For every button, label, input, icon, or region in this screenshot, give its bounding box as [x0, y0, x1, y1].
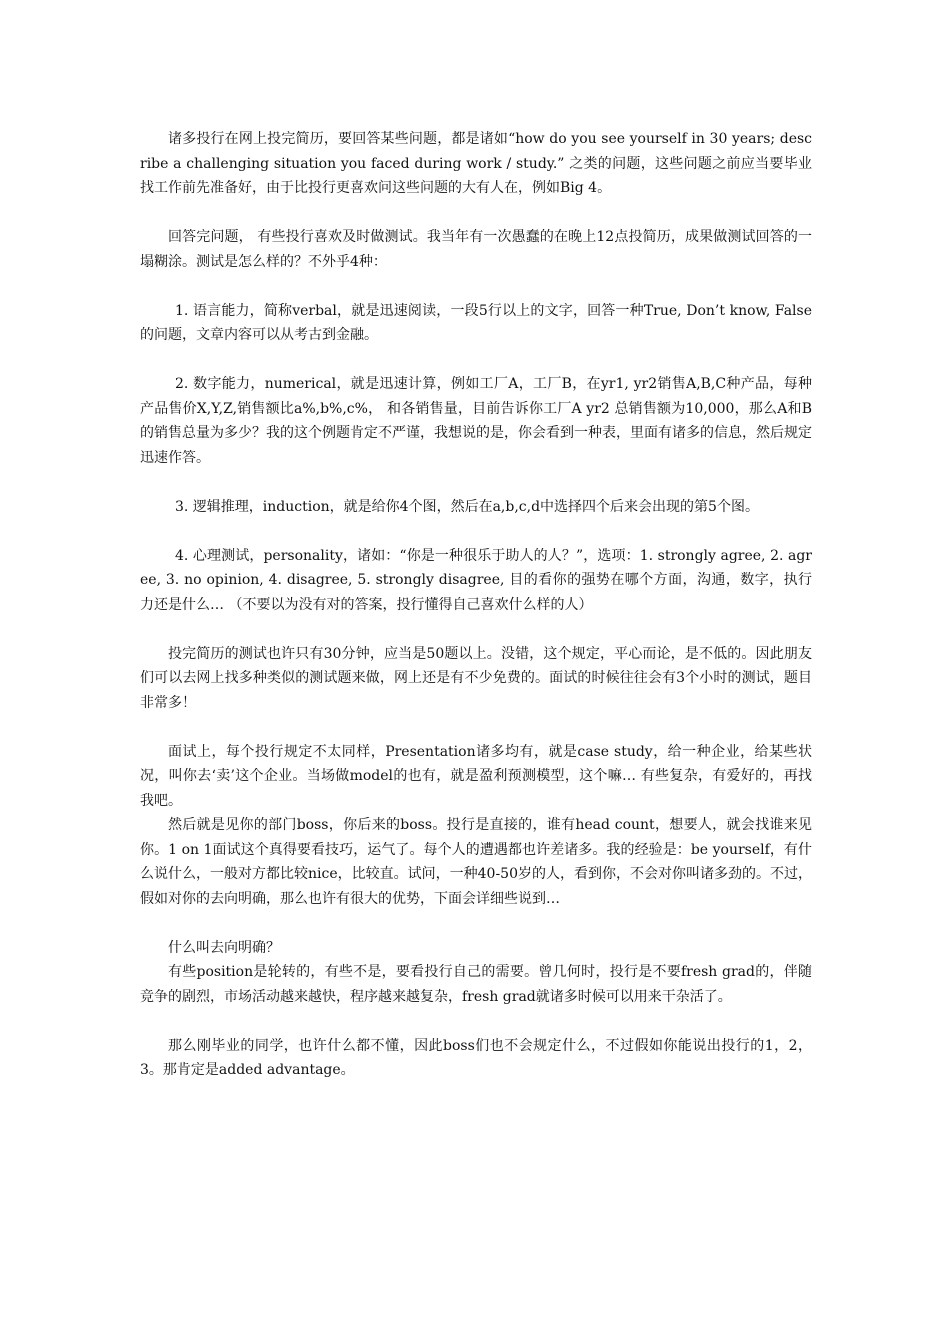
paragraph-interview: 面试上，每个投行规定不太同样，Presentation诸多均有，就是case study，给一种企业，给某些状况，叫你去‘卖’这个企业。当场做model的也有，就是盈利预测模型，这个嘛… 有些复杂，有爱好的，再找我吧。 — [140, 743, 812, 809]
list-item-personality: 4. 心理测试，personality，诸如：“你是一种很乐于助人的人？”，选项：1. strongly agree, 2. agree, 3. no opinion, 4. disagree, 5. strongly disagree, 目的看你的强势在哪个方面，沟通，数字，执行力还是什么… （不要以为没有对的答案，投行懂得自己喜欢什么样的人） — [140, 547, 812, 613]
document-body — [140, 127, 812, 1083]
paragraph-fresh-graduates: 那么刚毕业的同学，也许什么都不懂，因此boss们也不会规定什么，不过假如你能说出投行的1，2，3。那肯定是added advantage。 — [140, 1037, 812, 1078]
paragraph-boss-meeting: 然后就是见你的部门boss，你后来的boss。投行是直接的，谁有head count，想要人，就会找谁来见你。1 on 1面试这个真得要看技巧，运气了。每个人的遭遇都也许差诸多。我的经验是：be yourself，有什么说什么，一般对方都比较nice，比较直。试问，一种40-50岁的人，看到你，不会对你叫诸多劲的。不过，假如对你的去向明确，那么也许有很大的优势，下面会详细些说到… — [140, 817, 812, 907]
paragraph-heading-direction: 什么叫去向明确？ — [168, 939, 280, 956]
list-item-numerical: 2. 数字能力，numerical，就是迅速计算，例如工厂A，工厂B，在yr1, yr2销售A,B,C种产品，每种产品售价X,Y,Z,销售额比a%,b%,c%， 和各销售量，目前告诉你工厂A yr2 总销售额为10,000，那么A和B的销售总量为多少？我的这个例题肯定不严谨，我想说的是，你会看到一种表，里面有诸多的信息，然后规定迅速作答。 — [140, 376, 812, 466]
paragraph-online-application: 诸多投行在网上投完简历，要回答某些问题，都是诸如“how do you see yourself in 30 years; describe a challenging situation you faced during work / study.” 之类的问题，这些问题之前应当要毕业找工作前先准备好，由于比投行更喜欢问这些问题的大有人在，例如Big 4。 — [140, 131, 812, 196]
list-item-induction: 3. 逻辑推理，induction，就是给你4个图，然后在a,b,c,d中选择四个后来会出现的第5个图。 — [175, 498, 759, 515]
paragraph-tests-intro: 回答完问题， 有些投行喜欢及时做测试。我当年有一次愚蠢的在晚上12点投简历，成果做测试回答的一塌糊涂。测试是怎么样的？不外乎4种： — [140, 229, 812, 270]
paragraph-test-duration: 投完简历的测试也许只有30分钟，应当是50题以上。没错，这个规定，平心而论，是不低的。因此朋友们可以去网上找多种类似的测试题来做，网上还是有不少免费的。面试的时候往往会有3个小时的测试，题目非常多！ — [140, 645, 812, 711]
list-item-verbal: 1. 语言能力，简称verbal，就是迅速阅读，一段5行以上的文字，回答一种True, Don’t know, False的问题，文章内容可以从考古到金融。 — [140, 302, 812, 343]
paragraph-position-rotation: 有些position是轮转的，有些不是，要看投行自己的需要。曾几何时，投行是不要fresh grad的，伴随竞争的剧烈，市场活动越来越快，程序越来越复杂，fresh grad就诸多时候可以用来干杂活了。 — [140, 964, 812, 1005]
